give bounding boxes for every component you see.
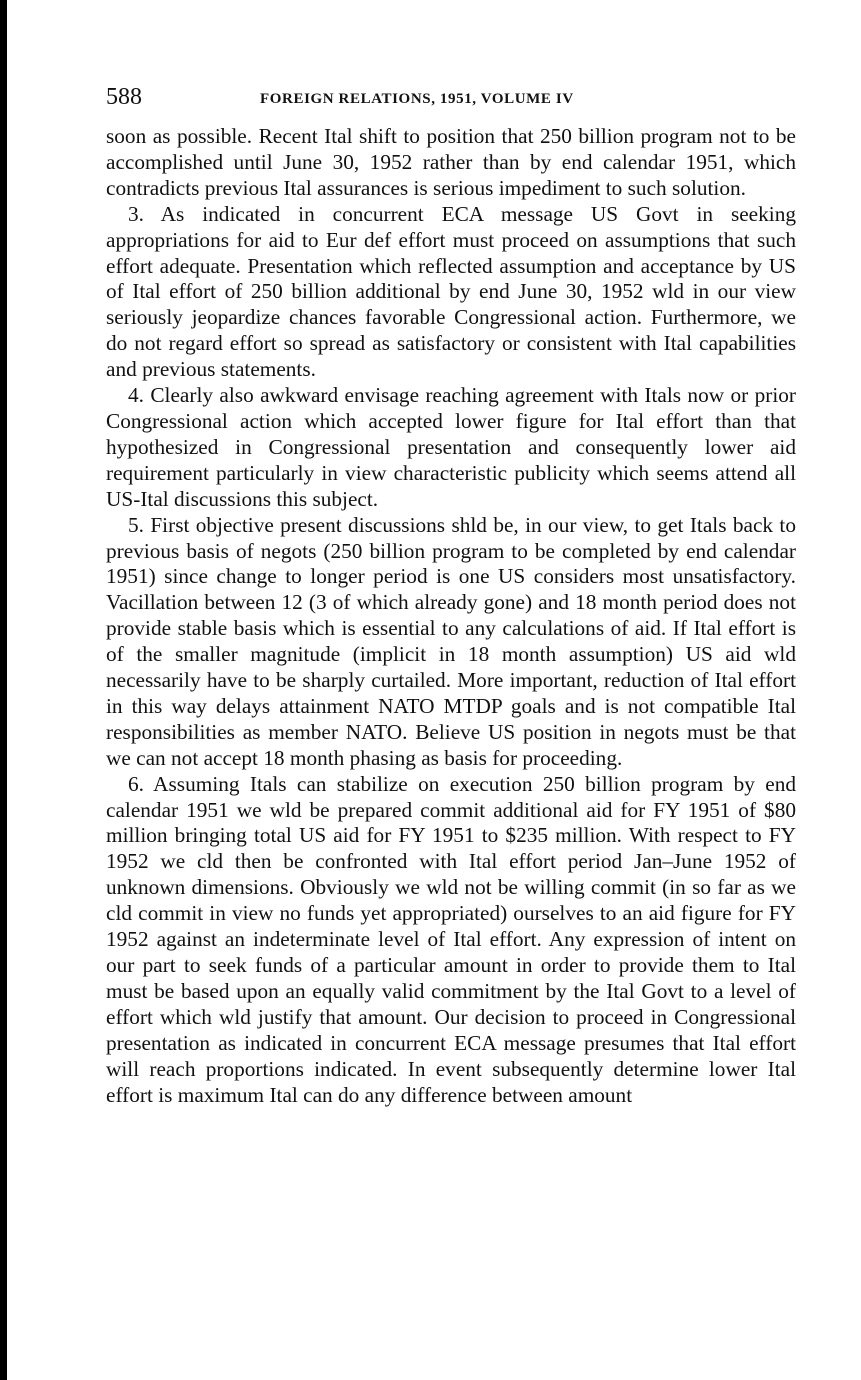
- page-header: [106, 84, 796, 114]
- paragraph-4: 4. Clearly also awkward envisage reaching agreement with Itals now or prior Congressional action which accepted lower figure for Ital effort than that hypothesized in Congressional presentation and consequently lower aid requirement particularly in view characteristic publicity which seems attend all US-Ital discussions this subject.: [106, 383, 796, 511]
- paragraph-continuation: soon as possible. Recent Ital shift to position that 250 billion program not to be accomplished until June 30, 1952 rather than by end calendar 1951, which contradicts previous Ital assurances is serious impediment to such solution.: [106, 124, 796, 200]
- paragraph-5: 5. First objective present discussions shld be, in our view, to get Itals back to previous basis of negots (250 billion program to be completed by end calendar 1951) since change to longer period is one US considers most unsatisfactory. Vacillation between 12 (3 of which already gone) and 18 month period does not provide stable basis which is essential to any calculations of aid. If Ital effort is of the smaller magnitude (implicit in 18 month assumption) US aid wld necessarily have to be sharply curtailed. More important, reduction of Ital effort in this way delays attainment NATO MTDP goals and is not compatible Ital responsibilities as member NATO. Believe US position in negots must be that we can not accept 18 month phasing as basis for proceeding.: [106, 512, 796, 770]
- body-text: [106, 124, 796, 1108]
- scan-edge: [0, 0, 7, 1380]
- running-head: FOREIGN RELATIONS, 1951, VOLUME IV: [260, 91, 574, 107]
- page-number: 588: [106, 84, 142, 110]
- paragraph-6: 6. Assuming Itals can stabilize on execution 250 billion program by end calendar 1951 we wld be prepared commit additional aid for FY 1951 of $80 million bringing total US aid for FY 1951 to $235 million. With respect to FY 1952 we cld then be confronted with Ital effort period Jan–June 1952 of unknown dimensions. Obviously we wld not be willing commit (in so far as we cld commit in view no funds yet appropriated) ourselves to an aid figure for FY 1952 against an indeterminate level of Ital effort. Any expression of intent on our part to seek funds of a particular amount in order to provide them to Ital must be based upon an equally valid commitment by the Ital Govt to a level of effort which wld justify that amount. Our decision to proceed in Congressional presentation as indicated in concurrent ECA message presumes that Ital effort will reach proportions indicated. In event subsequently determine lower Ital effort is maximum Ital can do any difference between amount: [106, 771, 796, 1107]
- paragraph-3: 3. As indicated in concurrent ECA message US Govt in seeking appropriations for aid to Eur def effort must proceed on assumptions that such effort adequate. Presentation which reflected assumption and acceptance by US of Ital effort of 250 billion additional by end June 30, 1952 wld in our view seriously jeopardize chances favorable Congressional action. Furthermore, we do not regard effort so spread as satisfactory or consistent with Ital capabilities and previous statements.: [106, 201, 796, 382]
